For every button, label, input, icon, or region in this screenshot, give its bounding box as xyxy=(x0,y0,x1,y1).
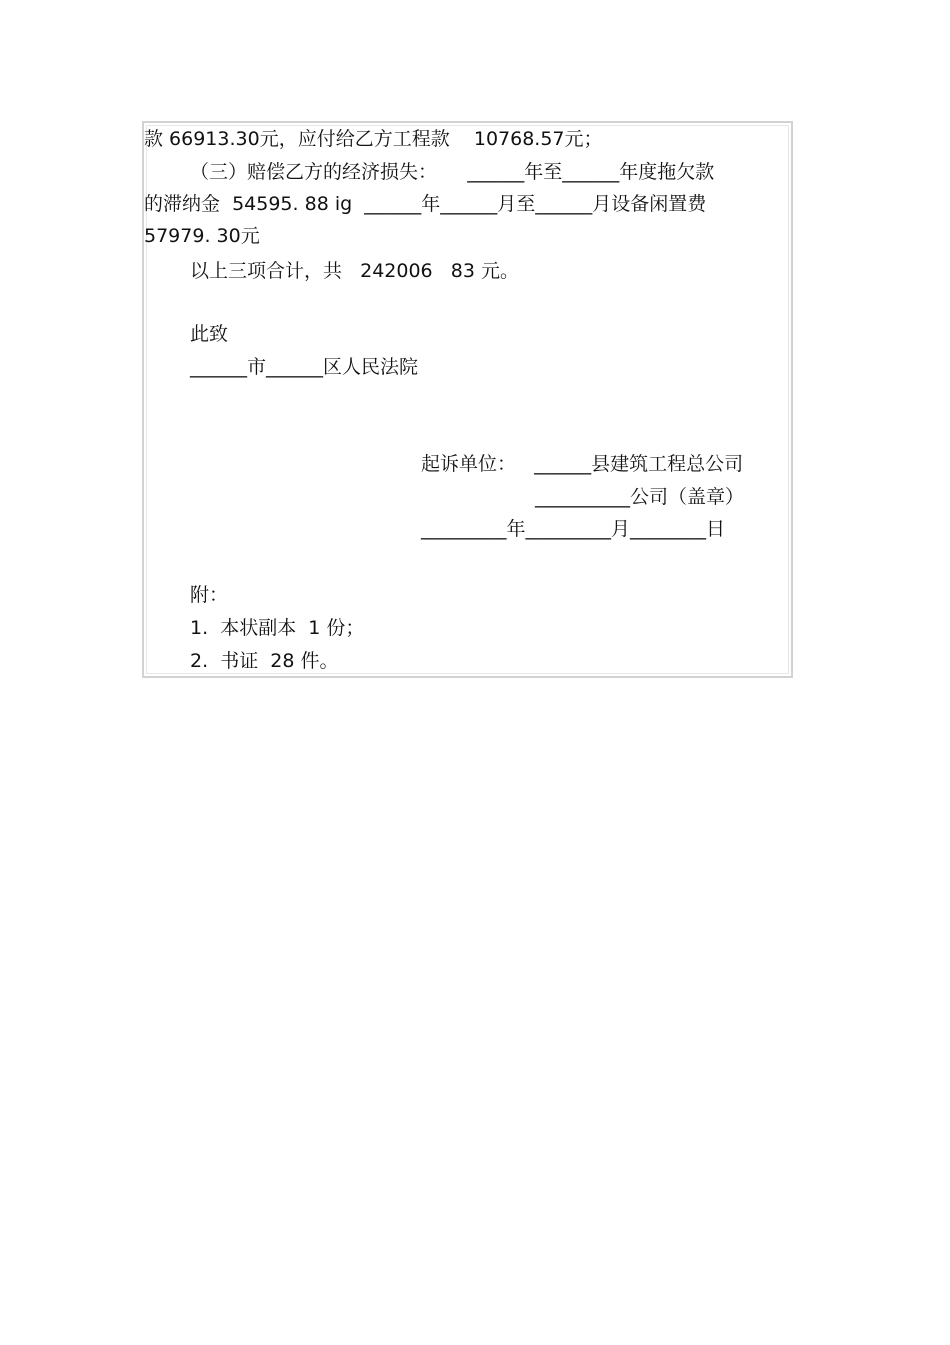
text-line-attachment-heading: 附： xyxy=(190,584,229,606)
text-line-court: ______市______区人民法院 xyxy=(190,356,419,378)
text-line-total: 以上三项合计，共 242006 83 元。 xyxy=(190,260,519,282)
text-line-seal: __________公司（盖章） xyxy=(535,486,745,508)
text-line-attachment-2: 2. 书证 28 件。 xyxy=(190,650,339,672)
text-line-date: _________年_________月________日 xyxy=(421,518,726,540)
text-line-attachment-1: 1. 本状副本 1 份； xyxy=(190,617,365,639)
text-line-compensation: （三）赔偿乙方的经济损失： ______年至______年度拖欠款 xyxy=(190,161,715,183)
text-line-payment: 款 66913.30元，应付给乙方工程款 10768.57元； xyxy=(144,128,603,150)
text-line-salutation: 此致 xyxy=(190,323,229,345)
text-line-plaintiff: 起诉单位： ______县建筑工程总公司 xyxy=(421,453,744,475)
text-line-late-fee: 的滞纳金 54595. 88 ig ______年______月至______月设备闲置费 xyxy=(144,193,707,215)
text-line-idle-fee: 57979. 30元 xyxy=(144,225,260,247)
